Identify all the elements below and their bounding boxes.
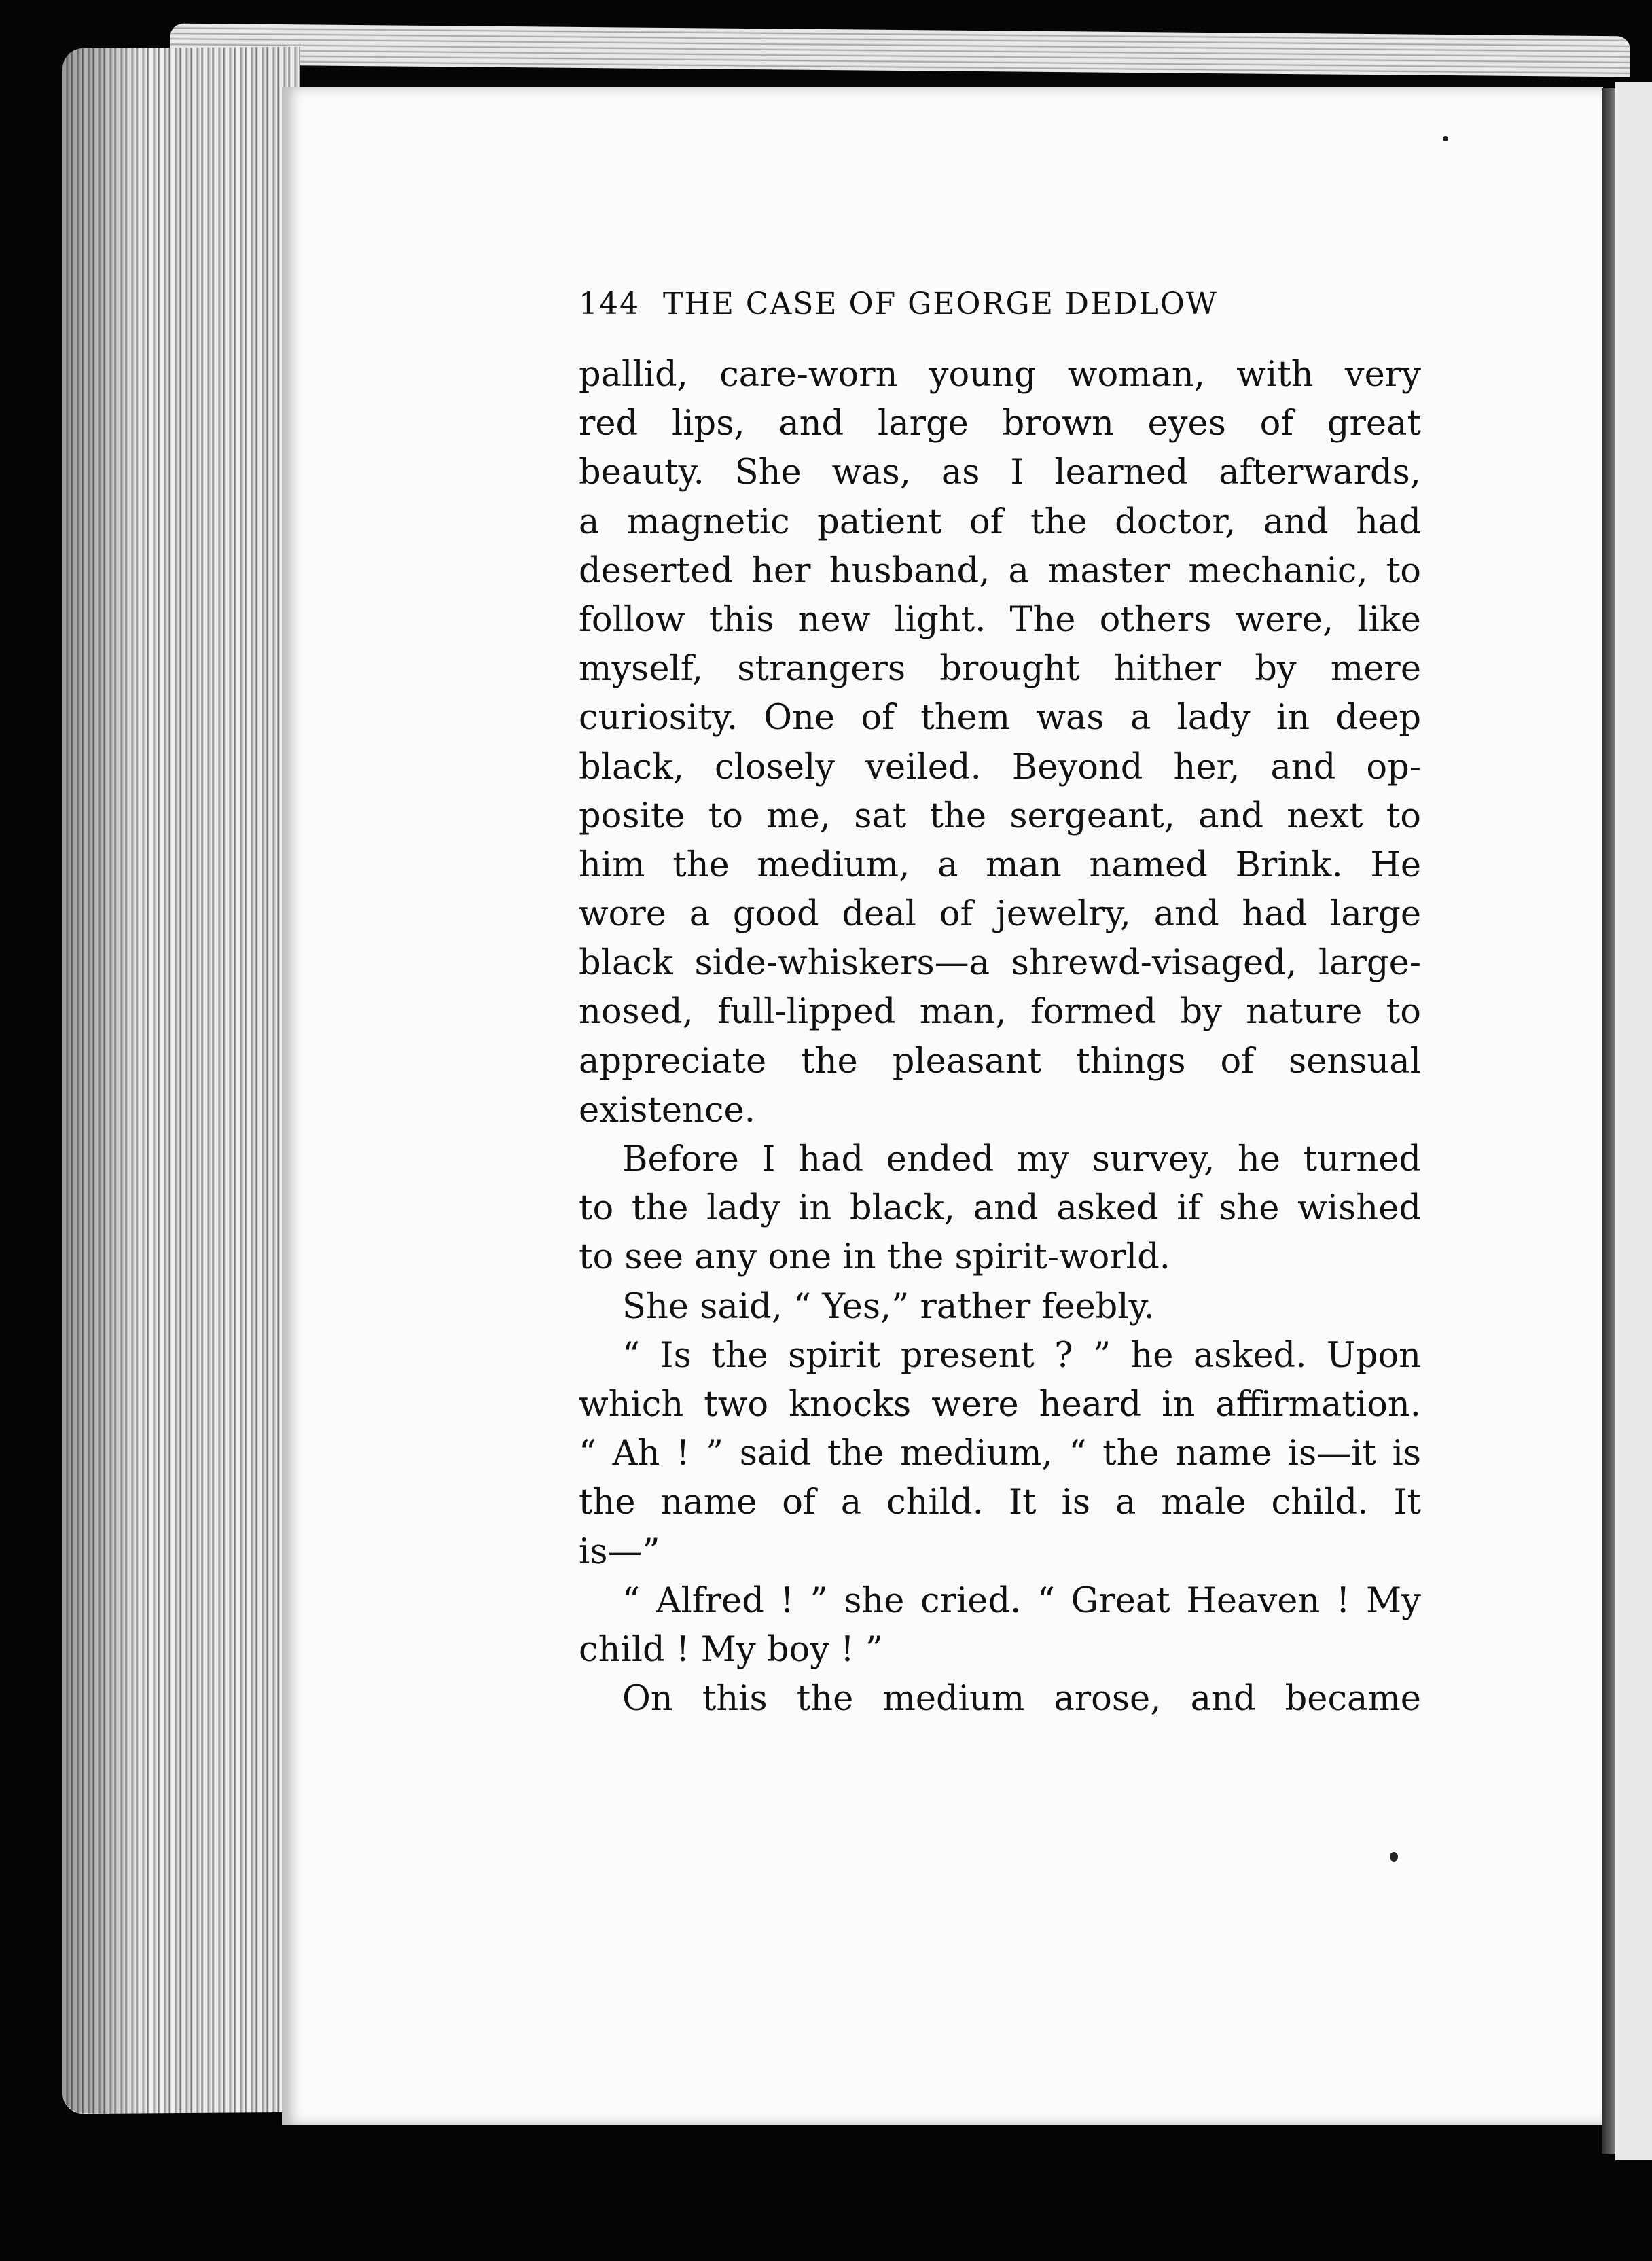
body-text xyxy=(579,351,1421,1724)
page-edges-shadow xyxy=(62,48,144,2113)
text-line: child ! My boy ! ” xyxy=(579,1629,883,1670)
page-number: 144 xyxy=(579,287,640,321)
text-line: him the medium, a man named Brink. He xyxy=(579,844,1421,885)
text-line: myself, strangers brought hither by mere xyxy=(579,649,1421,690)
text-line: “ Alfred ! ” she cried. “ Great Heaven ! My xyxy=(622,1580,1421,1621)
text-line: to see any one in the spirit-world. xyxy=(579,1237,1170,1278)
text-line: black side-whiskers—a shrewd-visaged, large- xyxy=(579,943,1421,984)
text-line: “ Ah ! ” said the medium, “ the name is—it is xyxy=(579,1434,1421,1474)
page-top-edge xyxy=(170,24,1630,77)
text-line: a magnetic patient of the doctor, and had xyxy=(579,501,1421,542)
text-line: beauty. She was, as I learned afterwards, xyxy=(579,452,1421,493)
text-line: follow this new light. The others were, like xyxy=(579,599,1421,640)
running-head xyxy=(579,284,1421,325)
text-line: wore a good deal of jewelry, and had large xyxy=(579,894,1421,935)
text-line: which two knocks were heard in affirmation. xyxy=(579,1384,1421,1425)
text-line: “ Is the spirit present ? ” he asked. Upon xyxy=(622,1335,1421,1376)
running-title: THE CASE OF GEORGE DEDLOW xyxy=(662,287,1218,321)
text-line: On this the medium arose, and became xyxy=(622,1679,1421,1720)
ink-speck xyxy=(1443,136,1448,141)
text-line: red lips, and large brown eyes of great xyxy=(579,404,1421,444)
text-line: to the lady in black, and asked if she wished xyxy=(579,1188,1421,1229)
text-line: posite to me, sat the sergeant, and next to xyxy=(579,796,1421,836)
text-line: She said, “ Yes,” rather feebly. xyxy=(622,1286,1155,1327)
text-line: existence. xyxy=(579,1090,755,1130)
text-line: pallid, care-worn young woman, with very xyxy=(579,355,1421,395)
page-text xyxy=(579,284,1421,1724)
text-line: the name of a child. It is a male child. It xyxy=(579,1482,1421,1523)
text-line: black, closely veiled. Beyond her, and op- xyxy=(579,747,1421,787)
text-line: deserted her husband, a master mechanic, to xyxy=(579,550,1421,591)
text-line: is—” xyxy=(579,1531,660,1572)
text-line: nosed, full-lipped man, formed by nature to xyxy=(579,992,1421,1033)
ink-speck xyxy=(1390,1852,1398,1862)
text-line: appreciate the pleasant things of sensual xyxy=(579,1041,1421,1082)
text-line: curiosity. One of them was a lady in deep xyxy=(579,698,1421,738)
next-page-edge xyxy=(1615,82,1652,2160)
text-line: Before I had ended my survey, he turned xyxy=(622,1139,1421,1179)
page-gutter xyxy=(1602,88,1615,2154)
